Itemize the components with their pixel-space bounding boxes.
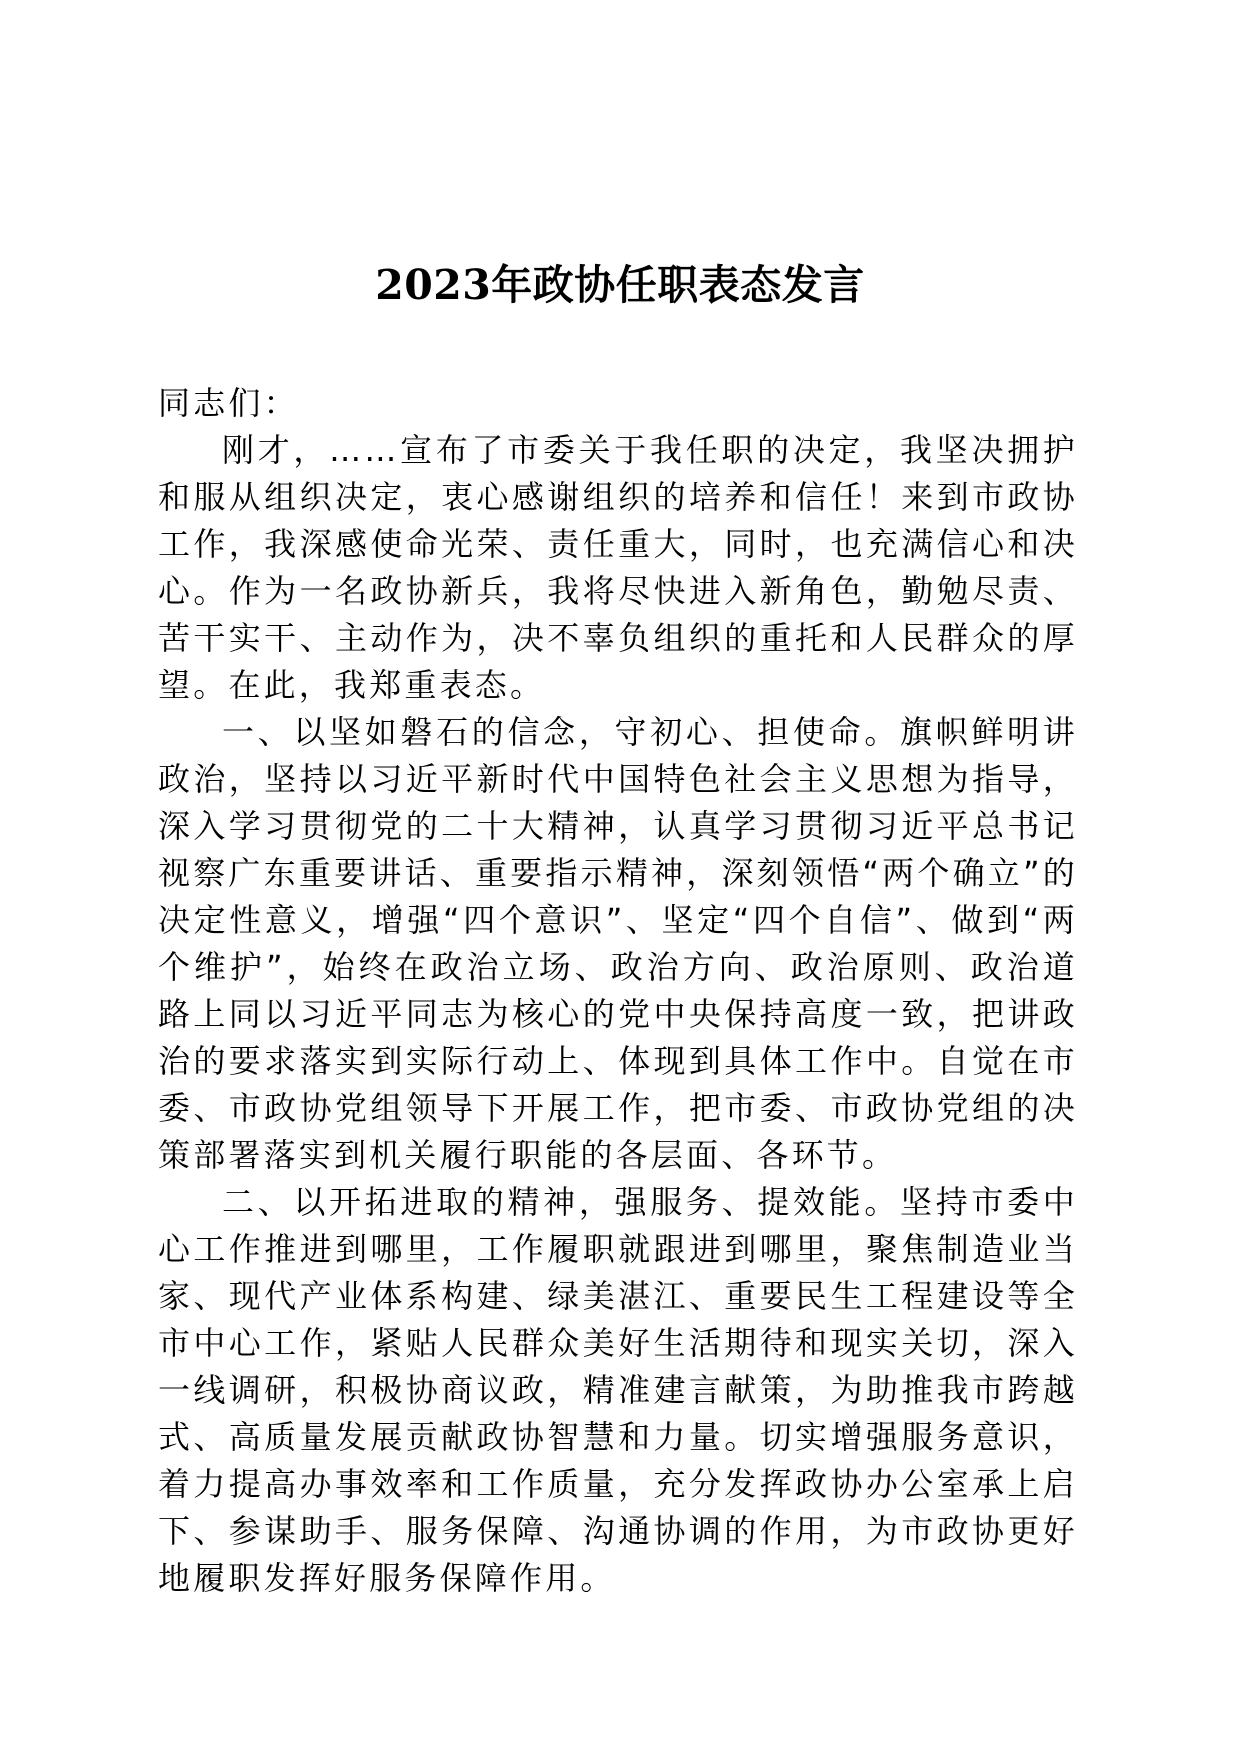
document-body — [158, 380, 1078, 1602]
salutation: 同志们： — [158, 384, 299, 422]
paragraph-point-one: 一、以坚如磐石的信念，守初心、担使命。旗帜鲜明讲政治，坚持以习近平新时代中国特色社会主义思想为指导，深入学习贯彻党的二十大精神，认真学习贯彻习近平总书记视察广东重要讲话、重要指示精神，深刻领悟“两个确立”的决定性意义，增强“四个意识”、坚定“四个自信”、做到“两个维护”，始终在政治立场、政治方向、政治原则、政治道路上同以习近平同志为核心的党中央保持高度一致，把讲政治的要求落实到实际行动上、体现到具体工作中。自觉在市委、市政协党组领导下开展工作，把市委、市政协党组的决策部署落实到机关履行职能的各层面、各环节。 — [158, 713, 1078, 1174]
paragraph-point-two: 二、以开拓进取的精神，强服务、提效能。坚持市委中心工作推进到哪里，工作履职就跟进到哪里，聚焦制造业当家、现代产业体系构建、绿美湛江、重要民生工程建设等全市中心工作，紧贴人民群众美好生活期待和现实关切，深入一线调研，积极协商议政，精准建言献策，为助推我市跨越式、高质量发展贡献政协智慧和力量。切实增强服务意识，着力提高办事效率和工作质量，充分发挥政协办公室承上启下、参谋助手、服务保障、沟通协调的作用，为市政协更好地履职发挥好服务保障作用。 — [158, 1183, 1078, 1597]
document-title: 2023年政协任职表态发言 — [375, 261, 865, 309]
paragraph-opening: 刚才，……宣布了市委关于我任职的决定，我坚决拥护和服从组织决定，衷心感谢组织的培养和信任！来到市政协工作，我深感使命光荣、责任重大，同时，也充满信心和决心。作为一名政协新兵，我将尽快进入新角色，勤勉尽责、苦干实干、主动作为，决不辜负组织的重托和人民群众的厚望。在此，我郑重表态。 — [158, 431, 1078, 704]
